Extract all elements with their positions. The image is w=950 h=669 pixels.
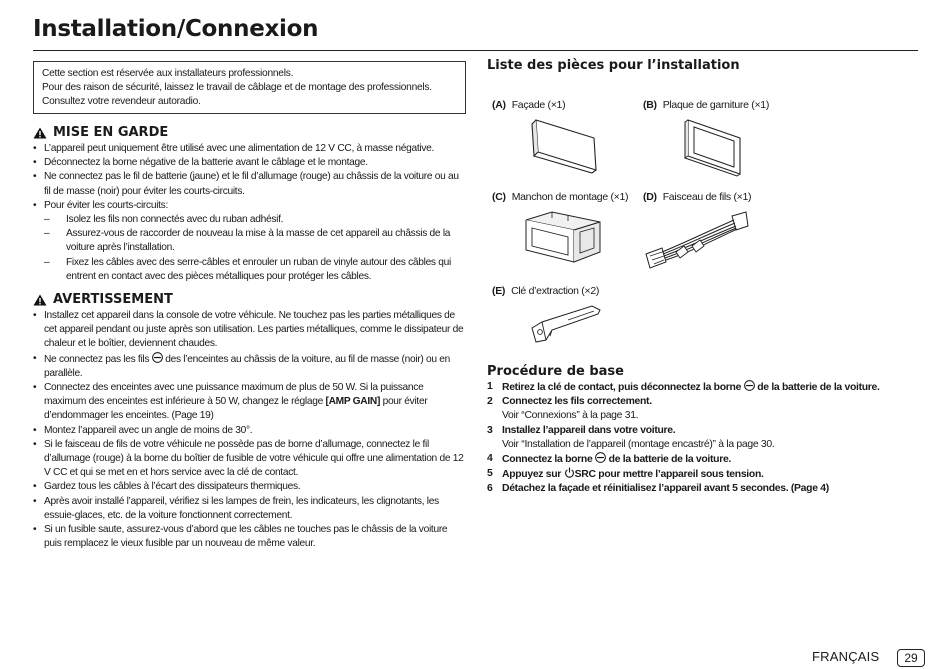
caution-sublist <box>44 213 466 284</box>
page-title: Installation/Connexion <box>33 16 319 42</box>
step-number: 1 <box>487 381 493 392</box>
caution-heading-text: MISE EN GARDE <box>53 125 169 140</box>
list-item-text: Ne connectez pas les fils <box>44 353 150 365</box>
part-a-label <box>492 99 565 111</box>
list-item: • Gardez tous les câbles à l’écart des dissipateurs thermiques. <box>33 481 301 493</box>
list-item-text: Gardez tous les câbles à l’écart des dissipateurs thermiques. <box>44 481 301 493</box>
list-item-text: Installez cet appareil dans la console de votre véhicule. Ne touchez pas les parties métalliques de cet appareil pendant ou juste après son utilisation. Les parties métalliques, comme le dissipateur de chaleur et le boîtier, deviennent chaudes. <box>44 310 464 350</box>
power-icon <box>564 467 575 478</box>
professional-notice-box <box>33 61 466 114</box>
minus-terminal-icon <box>744 380 755 391</box>
step-text: Connectez la borne <box>502 454 593 466</box>
caution-heading <box>33 125 466 140</box>
list-item-text: Assurez-vous de raccorder de nouveau la mise à la masse de cet appareil au châssis de la voiture après l’installation. <box>66 228 451 254</box>
part-letter: (B) <box>643 99 657 111</box>
minus-terminal-icon <box>152 352 163 363</box>
list-item: • Ne connectez pas le fil de batterie (jaune) et le fil d’allumage (rouge) au châssis de la voiture ou au fil de masse (noir) pour éviter les courts-circuits. <box>33 171 459 197</box>
amp-gain-setting: [AMP GAIN] <box>325 396 381 408</box>
list-item-text: Connectez des enceintes avec une puissance maximum de plus de 50 W. Si la puissance maximum des enceintes est inférieure à 50 W, changez le réglage <box>44 382 424 408</box>
list-item: • Si le faisceau de fils de votre véhicule ne possède pas de borne d’allumage, connectez le fil d’allumage (rouge) à la borne du boîtier de fusible de votre véhicule qui offre une alimentation de 12 V CC et qui se met en et hors service avec la clé de contact. <box>33 438 464 479</box>
mounting-sleeve-illustration <box>522 208 604 274</box>
part-letter: (C) <box>492 191 506 203</box>
list-item: • Déconnectez la borne négative de la batterie avant le câblage et le montage. <box>33 157 368 169</box>
part-name: Faisceau de fils (×1) <box>662 191 752 203</box>
minus-terminal-icon <box>595 452 606 463</box>
step-text: de la batterie de la voiture. <box>757 382 880 393</box>
step-text: de la batterie de la voiture. <box>608 454 732 466</box>
list-item: • Connectez des enceintes avec une puissance maximum de plus de 50 W. Si la puissance maximum des enceintes est inférieure à 50 W, changez le réglage [AMP GAIN] pour éviter d’endommager les enceintes. (Page 19) <box>33 382 428 422</box>
part-letter: (D) <box>643 191 657 203</box>
step-note: Voir “Installation de l’appareil (montage encastré)” à la page 30. <box>502 438 775 450</box>
part-c-label <box>492 191 628 203</box>
procedure-heading: Procédure de base <box>487 364 624 379</box>
part-name: Façade (×1) <box>511 99 566 111</box>
part-b-label <box>643 99 769 111</box>
sub-list-item: – Isolez les fils non connectés avec du ruban adhésif. <box>44 214 284 226</box>
warning-triangle-icon <box>33 127 47 139</box>
part-name: Plaque de garniture (×1) <box>662 99 770 111</box>
list-item: • L’appareil peut uniquement être utilisé avec une alimentation de 12 V CC, à masse négative. <box>33 143 435 154</box>
part-e-label <box>492 285 599 297</box>
warning-heading <box>33 292 466 307</box>
list-item-text: Si un fusible saute, assurez-vous d’abord que les câbles ne touches pas le châssis de la voiture puis remplacez le vieux fusible par un nouveau de même valeur. <box>44 524 448 550</box>
step-text: SRC pour mettre l’appareil sous tension. <box>574 469 764 481</box>
list-item: • Installez cet appareil dans la console de votre véhicule. Ne touchez pas les parties métalliques de cet appareil pendant ou juste après son utilisation. Les parties métalliques, comme le dissipateur de chaleur et le boîtier, deviennent chaudes. <box>33 310 464 350</box>
list-item: • Montez l’appareil avec un angle de moins de 30°. <box>33 424 253 436</box>
left-column <box>33 61 466 551</box>
step-number: 6 <box>487 483 493 495</box>
step-text: Appuyez sur <box>502 469 562 481</box>
list-item-text: Isolez les fils non connectés avec du ruban adhésif. <box>66 214 284 226</box>
sub-list-item: – Fixez les câbles avec des serre-câbles et enrouler un ruban de vinyle autour des câbles qui entrent en contact avec des pièces métalliques pour protéger les câbles. <box>44 256 451 282</box>
step-text: Détachez la façade et réinitialisez l’appareil avant 5 secondes. (Page 4) <box>502 483 829 495</box>
extraction-key-illustration <box>528 300 604 346</box>
warning-list <box>33 309 466 551</box>
step-note: Voir “Connexions” à la page 31. <box>502 410 639 422</box>
part-letter: (A) <box>492 99 506 111</box>
step-number: 2 <box>487 396 493 408</box>
procedure-step <box>487 482 917 496</box>
faceplate-illustration <box>530 116 602 174</box>
warning-heading-text: AVERTISSEMENT <box>53 292 173 308</box>
procedure-step <box>487 424 917 452</box>
caution-list <box>33 142 466 284</box>
part-name: Manchon de montage (×1) <box>511 191 629 203</box>
list-item: • Après avoir installé l’appareil, vérifiez si les lampes de frein, les indicateurs, les clignotants, les essuie-glaces, etc. de la voiture fonctionnent correctement. <box>33 495 439 521</box>
list-item-text: Si le faisceau de fils de votre véhicule ne possède pas de borne d’allumage, connectez le fil d’allumage (rouge) à la borne du boîtier de fusible de votre véhicule qui offre une alimentation de 12 V CC et qui se met en et hors service avec la clé de contact. <box>44 438 464 479</box>
list-item: • Ne connectez pas les fils des l’enceintes au châssis de la voiture, au fil de masse (noir) ou en parallèle. <box>33 352 451 379</box>
title-divider <box>33 50 918 51</box>
list-item: • Si un fusible saute, assurez-vous d’abord que les câbles ne touches pas le châssis de la voiture puis remplacez le vieux fusible par un nouveau de même valeur. <box>33 524 448 550</box>
step-text: Retirez la clé de contact, puis déconnectez la borne <box>502 382 742 393</box>
list-item-text: Fixez les câbles avec des serre-câbles et enrouler un ruban de vinyle autour des câbles qui entrent en contact avec des pièces métalliques pour protéger les câbles. <box>66 256 451 282</box>
parts-section <box>487 58 917 73</box>
step-text: Connectez les fils correctement. <box>502 396 652 408</box>
sub-list-item: – Assurez-vous de raccorder de nouveau la mise à la masse de cet appareil au châssis de la voiture après l’installation. <box>44 228 451 254</box>
step-number: 4 <box>487 453 493 465</box>
step-text: Installez l’appareil dans votre voiture. <box>502 424 676 436</box>
list-item-text: des l’enceintes au châssis de la voiture, au fil de masse (noir) ou en parallèle. <box>44 353 451 379</box>
list-item: • Pour éviter les courts-circuits: – Isolez les fils non connectés avec du ruban adhésif. – Assurez-vous de raccorder de nouveau la mise à la masse de cet appareil au châssis de la voiture après l’installation. – Fixez les câbles avec des serre-câbles et enrouler un ruban de vinyle autour des câbles qui entrent en contact avec des pièces métalliques pour protéger les câbles. <box>33 199 466 284</box>
trim-plate-illustration <box>682 116 746 178</box>
procedure-step <box>487 380 917 395</box>
part-letter: (E) <box>492 285 506 297</box>
list-item-text: Pour éviter les courts-circuits: <box>44 199 169 211</box>
warning-triangle-icon <box>33 294 47 306</box>
wiring-harness-illustration <box>642 208 750 272</box>
procedure-step <box>487 395 917 423</box>
page-number-badge: 29 <box>897 649 925 667</box>
notice-line: Cette section est réservée aux installateurs professionnels. <box>42 68 294 79</box>
procedure-step <box>487 452 917 467</box>
part-name: Clé d’extraction (×2) <box>511 285 600 297</box>
parts-heading: Liste des pièces pour l’installation <box>487 58 740 73</box>
part-d-label <box>643 191 751 203</box>
list-item-text: Après avoir installé l’appareil, vérifiez si les lampes de frein, les indicateurs, les clignotants, les essuie-glaces, etc. de la voiture fonctionnent correctement. <box>44 495 439 521</box>
step-number: 5 <box>487 468 493 480</box>
procedure-steps <box>487 380 917 497</box>
list-item-text: Ne connectez pas le fil de batterie (jaune) et le fil d’allumage (rouge) au châssis de la voiture ou au fil de masse (noir) pour éviter les courts-circuits. <box>44 171 459 197</box>
list-item-text: Déconnectez la borne négative de la batterie avant le câblage et le montage. <box>44 157 368 169</box>
list-item-text: L’appareil peut uniquement être utilisé avec une alimentation de 12 V CC, à masse négative. <box>44 143 435 154</box>
footer-language: FRANÇAIS <box>812 649 880 664</box>
procedure-step <box>487 467 917 482</box>
step-number: 3 <box>487 424 493 436</box>
notice-line: Pour des raison de sécurité, laissez le travail de câblage et de montage des professionnels. Consultez votre revendeur autoradio. <box>42 82 432 107</box>
list-item-text: pour éviter d’endommager les enceintes. (Page 19) <box>44 396 428 422</box>
list-item-text: Montez l’appareil avec un angle de moins de 30°. <box>44 424 253 436</box>
